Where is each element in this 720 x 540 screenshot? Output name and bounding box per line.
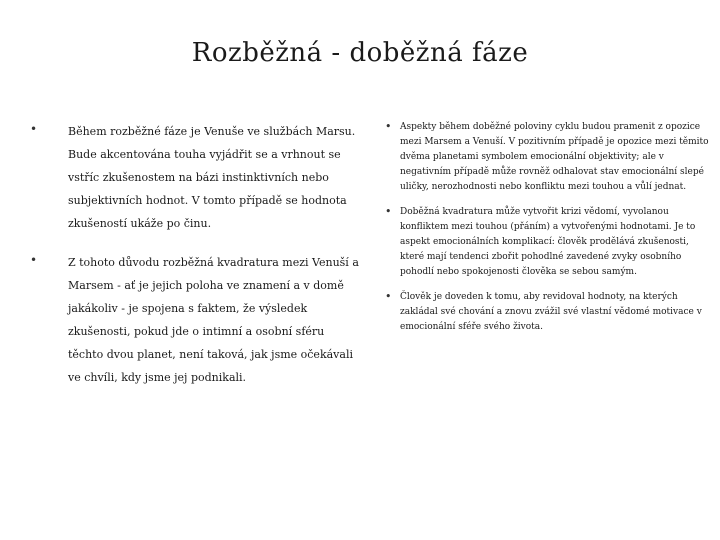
right-column (385, 120, 710, 335)
right-bullet-text: Člověk je doveden k tomu, aby revidoval hodnoty, na kterých zakládal své chování a znovu zvážil své vlastní vědomé motivace v emocionální sféře svého života. (400, 292, 702, 332)
right-bullet-text: Doběžná kvadratura může vytvořit krizi vědomí, vyvolanou konfliktem mezi touhou (přáním) a vytvořenými hodnotami. Je to aspekt emocionálních komplikací: člověk prodělává zkušenosti, které mají tendenci zbořit pohodlné zavedené zvyky osobního pohodlí nebo spokojenosti člověka se sebou samým. (400, 207, 696, 277)
right-bullet-item (385, 290, 710, 335)
left-bullet-text: Během rozběžné fáze je Venuše ve službách Marsu. Bude akcentována touha vyjádřit se a vrhnout se vstříc zkušenostem na bázi instinktivních nebo subjektivních hodnot. V tomto případě se hodnota zkušeností ukáže po činu. (68, 125, 356, 230)
right-bullet-item (385, 205, 710, 280)
bullet-dot-icon: • (30, 122, 38, 136)
left-bullet-text: Z tohoto důvodu rozběžná kvadratura mezi Venuší a Marsem - ať je jejich poloha ve znamení a v domě jakákoliv - je spojena s faktem, že výsledek zkušenosti, pokud jde o intimní a osobní sféru těchto dvou planet, není taková, jak jsme očekávali ve chvíli, kdy jsme jej podnikali. (68, 256, 359, 384)
right-bullet-text: Aspekty během doběžné poloviny cyklu budou pramenit z opozice mezi Marsem a Venuší. V pozitivním případě je opozice mezi těmito dvěma planetami symbolem emocionální objektivity; ale v negativním případě může rovněž odhalovat stav emocionální slepé uličky, nerozhodnosti nebo konfliktu mezi touhou a vůlí jednat. (400, 122, 709, 192)
bullet-dot-icon: • (30, 253, 38, 267)
left-bullet-item (30, 120, 360, 235)
bullet-dot-icon: • (385, 120, 392, 133)
left-column (30, 120, 360, 389)
bullet-dot-icon: • (385, 205, 392, 218)
slide-title: Rozběžná - doběžná fáze (191, 38, 529, 68)
bullet-dot-icon: • (385, 290, 392, 303)
right-bullet-item (385, 120, 710, 195)
left-bullet-item (30, 251, 360, 389)
